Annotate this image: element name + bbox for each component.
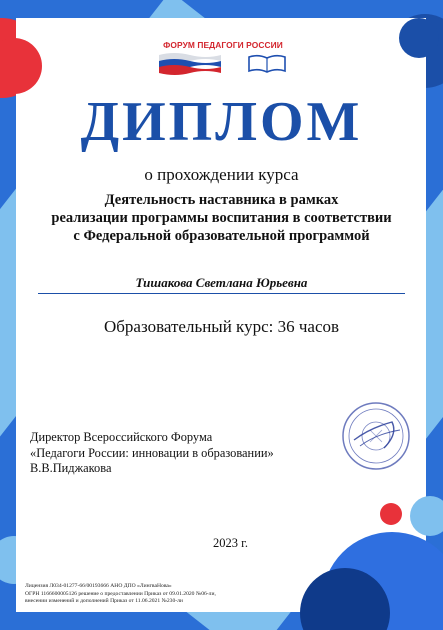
director-line: В.В.Пиджакова: [30, 461, 112, 475]
course-line: Деятельность наставника в рамках: [104, 192, 339, 208]
decor-circle: [399, 18, 439, 58]
license-info: [25, 583, 216, 606]
logo-text: ФОРУМ ПЕДАГОГИ РОССИИ: [163, 40, 283, 50]
decor-circle: [380, 503, 402, 525]
director-block: [30, 430, 274, 477]
course-line: реализации программы воспитания в соответствии: [51, 210, 392, 226]
course-hours: Образовательный курс: 36 часов: [103, 317, 340, 336]
course-title: [20, 191, 423, 245]
license-line: внесении изменений и дополнений Приказ от 11.06.2021 №230-ли: [25, 598, 183, 604]
diploma-title: ДИПЛОМ: [80, 91, 363, 153]
russian-flag-icon: [159, 51, 221, 75]
recipient-underline: [38, 293, 405, 294]
open-book-icon: [247, 51, 287, 75]
decor-circle: [410, 496, 443, 536]
course-line: с Федеральной образовательной программой: [73, 228, 370, 244]
director-line: «Педагоги России: инновации в образовании»: [30, 445, 274, 460]
recipient-name: Тишакова Светлана Юрьевна: [135, 275, 308, 290]
official-stamp: [340, 400, 412, 472]
license-line: ОГРН 1166600005126 решение о предоставлении Приказ от 09.01.2020 №06-ли,: [25, 590, 216, 597]
issue-year: 2023 г.: [213, 536, 248, 550]
forum-logo: [157, 39, 289, 79]
license-line: Лицензия Л034-01277-66/00193666 АНО ДПО «ЛингваНова»: [25, 583, 172, 589]
director-line: Директор Всероссийского Форума: [30, 430, 213, 444]
diploma-subtitle: о прохождении курса: [144, 165, 299, 184]
